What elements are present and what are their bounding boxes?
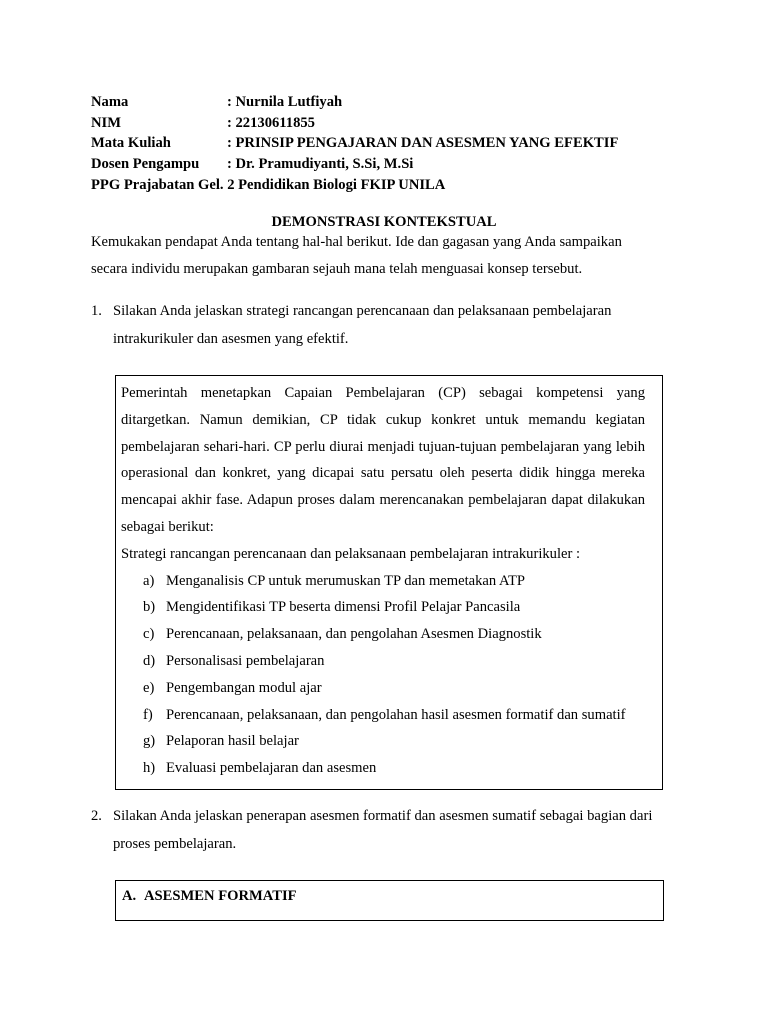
list-item [121,568,645,595]
answer-2-box [115,880,664,921]
question-2 [91,803,681,858]
answer-1-box [115,375,663,790]
student-info-header [91,92,691,195]
info-value: : Dr. Pramudiyanti, S.Si, M.Si [227,156,414,173]
question-number: 2. [91,808,102,824]
intro-line: Kemukakan pendapat Anda tentang hal-hal berikut. Ide dan gagasan yang Anda sampaikan [91,234,622,250]
document-title: DEMONSTRASI KONTEKSTUAL [271,214,497,230]
info-value: : PRINSIP PENGAJARAN DAN ASESMEN YANG EFEKTIF [227,135,619,152]
section-heading: ASESMEN FORMATIF [144,888,297,904]
answer-paragraph: Pemerintah menetapkan Capaian Pembelajaran (CP) sebagai kompetensi yang ditargetkan. Namun demikian, CP tidak cukup konkret untuk memandu kegiatan pembelajaran sehari-hari. CP perlu diurai menjadi tujuan-tujuan pembelajaran yang lebih operasional dan konkret, yang dicapai satu persatu oleh peserta didik hingga mereka mencapai akhir fase. Adapun proses dalam merencanakan pembelajaran dapat dilakukan sebagai berikut: [121,385,645,535]
list-marker: a) [143,572,155,589]
list-marker: f) [143,706,153,723]
question-text: Silakan Anda jelaskan strategi rancangan perencanaan dan pelaksanaan pembelajaran intrakurikuler dan asesmen yang efektif. [113,303,612,347]
info-row-name [91,92,691,113]
strategy-list [121,568,645,782]
info-row-nim [91,113,691,134]
list-item [121,621,645,648]
list-marker: d) [143,652,156,669]
list-item-text: Pengembangan modul ajar [166,679,322,696]
list-item-text: Menganalisis CP untuk merumuskan TP dan memetakan ATP [166,572,525,589]
info-row-program [91,175,691,196]
list-marker: c) [143,626,155,643]
list-item [121,675,645,702]
list-item [121,755,645,782]
info-label: NIM [91,114,121,131]
section-marker: A. [122,888,137,904]
question-number: 1. [91,303,102,319]
info-value: : Nurnila Lutfiyah [227,94,343,110]
list-item [121,702,645,729]
list-item-text: Evaluasi pembelajaran dan asesmen [166,760,377,777]
list-item [121,728,645,755]
question-text: Silakan Anda jelaskan penerapan asesmen formatif dan asesmen sumatif sebagai bagian dari proses pembelajaran. [113,808,653,852]
info-label: Dosen Pengampu [91,156,200,173]
intro-line: secara individu merupakan gambaran sejauh mana telah menguasai konsep tersebut. [91,261,583,277]
info-row-course [91,133,691,154]
list-item-text: Perencanaan, pelaksanaan, dan pengolahan hasil asesmen formatif dan sumatif [166,706,626,723]
list-item [121,594,645,621]
program-line: PPG Prajabatan Gel. 2 Pendidikan Biologi FKIP UNILA [91,176,446,193]
list-item-text: Mengidentifikasi TP beserta dimensi Profil Pelajar Pancasila [166,599,521,616]
list-item-text: Pelaporan hasil belajar [166,733,299,750]
list-item-text: Personalisasi pembelajaran [166,652,325,669]
info-label: Nama [91,94,129,110]
info-value: : 22130611855 [227,114,315,131]
list-item [121,648,645,675]
list-marker: b) [143,599,156,616]
list-marker: h) [143,760,156,777]
list-item-text: Perencanaan, pelaksanaan, dan pengolahan Asesmen Diagnostik [166,626,542,643]
list-marker: e) [143,679,155,696]
info-label: Mata Kuliah [91,135,171,152]
intro-paragraph [91,229,671,283]
question-1 [91,298,681,353]
strategy-intro: Strategi rancangan perencanaan dan pelaksanaan pembelajaran intrakurikuler : [121,545,581,562]
info-row-lecturer [91,154,691,175]
list-marker: g) [143,733,156,750]
